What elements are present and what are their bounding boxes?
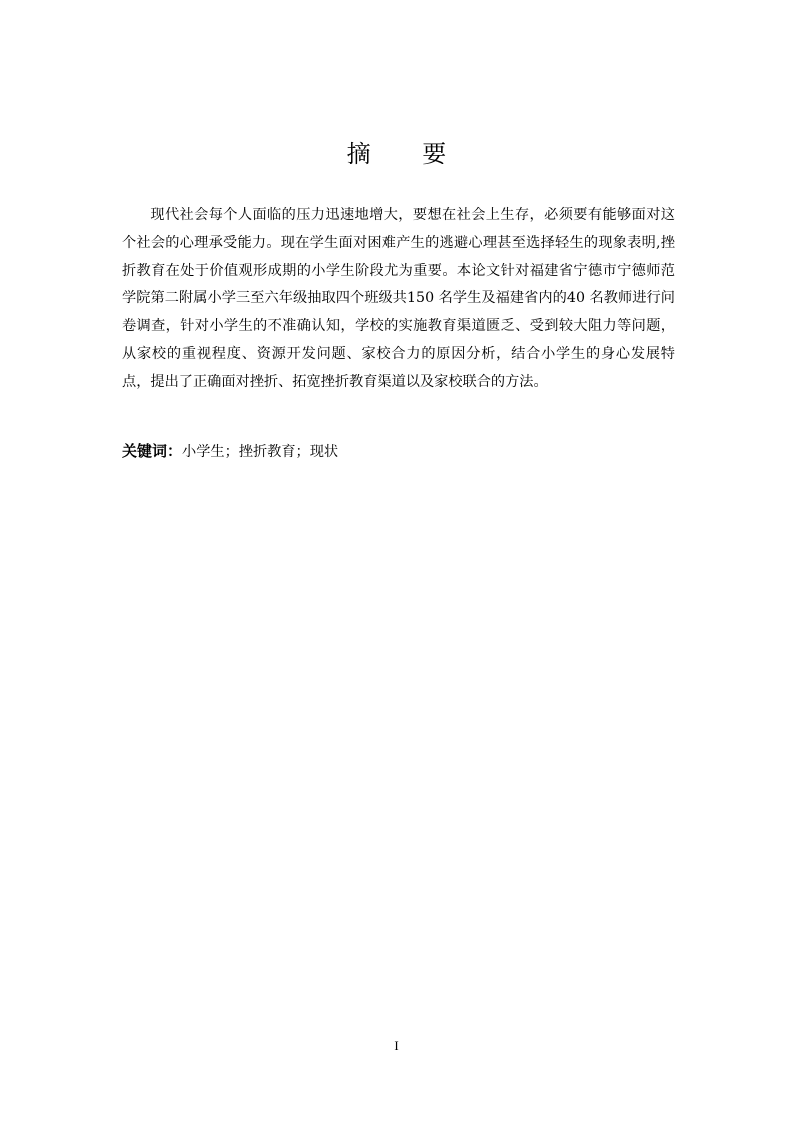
keywords-text: 小学生；挫折教育；现状 (182, 444, 339, 460)
page-title: 摘 要 (346, 140, 469, 168)
keywords-line (122, 439, 675, 464)
page-number: I (394, 1038, 399, 1053)
abstract-paragraph: 现代社会每个人面临的压力迅速地增大，要想在社会上生存，必须要有能够面对这个社会的心理承受能力。现在学生面对困难产生的逃避心理甚至选择轻生的现象表明,挫折教育在处于价值观形成期的小学生阶段尤为重要。本论文针对福建省宁德市宁德师范学院第二附属小学三至六年级抽取四个班级共150 名学生及福建省内的40 名教师进行问卷调查，针对小学生的不准确认知，学校的实施教育渠道匮乏、受到较大阻力等问题，从家校的重视程度、资源开发问题、家校合力的原因分析，结合小学生的身心发展特点，提出了正确面对挫折、拓宽挫折教育渠道以及家校联合的方法。 (122, 207, 675, 390)
keywords-label: 关键词： (122, 442, 183, 460)
